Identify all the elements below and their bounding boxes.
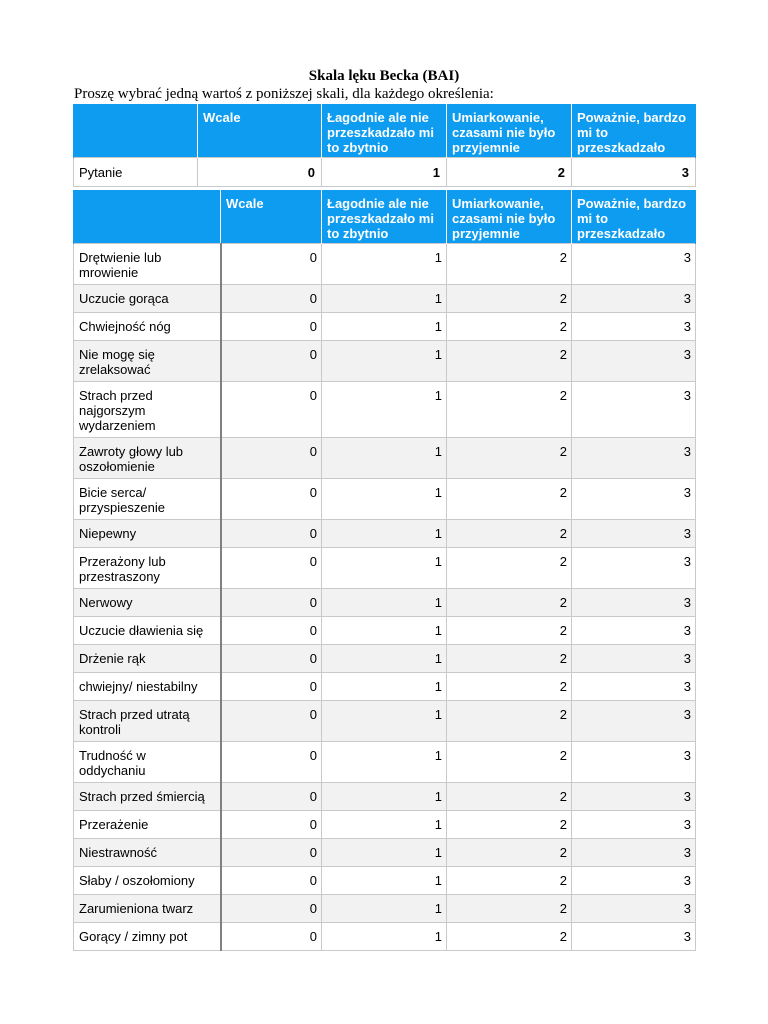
- question-value-1: 1: [322, 617, 447, 645]
- question-value-3: 3: [572, 520, 696, 548]
- question-value-2: 2: [447, 341, 572, 382]
- question-value-0: 0: [221, 244, 322, 285]
- table-row: [74, 589, 696, 617]
- question-value-3: 3: [572, 742, 696, 783]
- question-value-2: 2: [447, 617, 572, 645]
- question-value-3: 3: [572, 783, 696, 811]
- legend-header-row: [74, 104, 696, 158]
- table-row: [74, 923, 696, 951]
- question-value-0: 0: [221, 479, 322, 520]
- question-label: Gorący / zimny pot: [74, 923, 221, 951]
- question-label: Przerażony lub przestraszony: [74, 548, 221, 589]
- question-value-2: 2: [447, 438, 572, 479]
- question-value-0: 0: [221, 673, 322, 701]
- question-label: Trudność w oddychaniu: [74, 742, 221, 783]
- questions-header-lagodnie: Łagodnie ale nie przeszkadzało mi to zbytnio: [322, 190, 447, 244]
- question-value-1: 1: [322, 438, 447, 479]
- question-value-3: 3: [572, 244, 696, 285]
- question-value-1: 1: [322, 923, 447, 951]
- question-value-2: 2: [447, 285, 572, 313]
- question-value-2: 2: [447, 923, 572, 951]
- question-value-0: 0: [221, 701, 322, 742]
- question-value-1: 1: [322, 244, 447, 285]
- table-row: [74, 701, 696, 742]
- question-value-0: 0: [221, 438, 322, 479]
- legend-value-2: 2: [447, 158, 572, 187]
- question-value-1: 1: [322, 382, 447, 438]
- question-label: Uczucie dławienia się: [74, 617, 221, 645]
- question-value-1: 1: [322, 645, 447, 673]
- question-value-2: 2: [447, 520, 572, 548]
- question-value-0: 0: [221, 548, 322, 589]
- question-value-3: 3: [572, 341, 696, 382]
- question-label: Niestrawność: [74, 839, 221, 867]
- question-value-1: 1: [322, 589, 447, 617]
- table-row: [74, 341, 696, 382]
- table-row: [74, 617, 696, 645]
- legend-value-3: 3: [572, 158, 696, 187]
- question-value-1: 1: [322, 313, 447, 341]
- table-row: [74, 742, 696, 783]
- question-label: Drżenie rąk: [74, 645, 221, 673]
- question-value-1: 1: [322, 867, 447, 895]
- table-row: [74, 839, 696, 867]
- question-label: Drętwienie lub mrowienie: [74, 244, 221, 285]
- question-value-1: 1: [322, 895, 447, 923]
- question-value-3: 3: [572, 701, 696, 742]
- legend-value-row: [74, 158, 696, 187]
- table-row: [74, 783, 696, 811]
- table-row: [74, 285, 696, 313]
- question-value-1: 1: [322, 811, 447, 839]
- question-label: Nie mogę się zrelaksować: [74, 341, 221, 382]
- table-row: [74, 479, 696, 520]
- question-value-0: 0: [221, 617, 322, 645]
- question-value-3: 3: [572, 645, 696, 673]
- question-value-2: 2: [447, 783, 572, 811]
- table-row: [74, 313, 696, 341]
- questions-table: [73, 190, 696, 951]
- question-value-3: 3: [572, 867, 696, 895]
- question-value-3: 3: [572, 895, 696, 923]
- question-label: Nerwowy: [74, 589, 221, 617]
- question-value-2: 2: [447, 382, 572, 438]
- question-value-2: 2: [447, 645, 572, 673]
- questions-header-umiarkowanie: Umiarkowanie, czasami nie było przyjemnie: [447, 190, 572, 244]
- question-value-3: 3: [572, 285, 696, 313]
- legend-header-umiarkowanie: Umiarkowanie, czasami nie było przyjemnie: [447, 104, 572, 158]
- questions-header-wcale: Wcale: [221, 190, 322, 244]
- question-value-1: 1: [322, 783, 447, 811]
- question-value-2: 2: [447, 895, 572, 923]
- question-value-1: 1: [322, 285, 447, 313]
- legend-header-lagodnie: Łagodnie ale nie przeszkadzało mi to zbytnio: [322, 104, 447, 158]
- question-value-1: 1: [322, 520, 447, 548]
- question-label: chwiejny/ niestabilny: [74, 673, 221, 701]
- question-value-1: 1: [322, 701, 447, 742]
- question-label: Słaby / oszołomiony: [74, 867, 221, 895]
- question-label: Strach przed najgorszym wydarzeniem: [74, 382, 221, 438]
- legend-header-blank: [74, 104, 198, 158]
- table-row: [74, 895, 696, 923]
- question-label: Bicie serca/ przyspieszenie: [74, 479, 221, 520]
- question-value-1: 1: [322, 839, 447, 867]
- question-value-1: 1: [322, 548, 447, 589]
- question-value-0: 0: [221, 520, 322, 548]
- question-label: Chwiejność nóg: [74, 313, 221, 341]
- page-title: Skala lęku Becka (BAI): [308, 68, 460, 84]
- question-label: Strach przed śmiercią: [74, 783, 221, 811]
- questions-header-blank: [74, 190, 221, 244]
- question-value-3: 3: [572, 438, 696, 479]
- question-value-3: 3: [572, 811, 696, 839]
- question-label: Przerażenie: [74, 811, 221, 839]
- question-value-2: 2: [447, 589, 572, 617]
- question-value-1: 1: [322, 479, 447, 520]
- question-value-3: 3: [572, 839, 696, 867]
- question-value-0: 0: [221, 895, 322, 923]
- instruction-text: Proszę wybrać jedną wartoś z poniższej skali, dla każdego określenia:: [74, 86, 494, 102]
- question-value-3: 3: [572, 479, 696, 520]
- table-row: [74, 244, 696, 285]
- question-value-2: 2: [447, 867, 572, 895]
- table-row: [74, 867, 696, 895]
- question-value-1: 1: [322, 341, 447, 382]
- questions-header-row: [74, 190, 696, 244]
- question-value-2: 2: [447, 839, 572, 867]
- legend-header-wcale: Wcale: [198, 104, 322, 158]
- question-value-0: 0: [221, 382, 322, 438]
- question-value-0: 0: [221, 285, 322, 313]
- question-value-2: 2: [447, 811, 572, 839]
- question-value-2: 2: [447, 742, 572, 783]
- question-label: Strach przed utratą kontroli: [74, 701, 221, 742]
- table-row: [74, 673, 696, 701]
- table-row: [74, 438, 696, 479]
- legend-value-0: 0: [198, 158, 322, 187]
- question-value-0: 0: [221, 923, 322, 951]
- question-value-1: 1: [322, 673, 447, 701]
- question-value-0: 0: [221, 645, 322, 673]
- question-value-3: 3: [572, 923, 696, 951]
- question-label: Niepewny: [74, 520, 221, 548]
- questions-header-powaznie: Poważnie, bardzo mi to przeszkadzało: [572, 190, 696, 244]
- table-row: [74, 520, 696, 548]
- question-value-0: 0: [221, 839, 322, 867]
- legend-value-1: 1: [322, 158, 447, 187]
- legend-row-label: Pytanie: [74, 158, 198, 187]
- question-value-3: 3: [572, 548, 696, 589]
- question-value-0: 0: [221, 783, 322, 811]
- question-value-2: 2: [447, 673, 572, 701]
- question-value-2: 2: [447, 479, 572, 520]
- table-row: [74, 548, 696, 589]
- question-value-3: 3: [572, 673, 696, 701]
- question-value-3: 3: [572, 313, 696, 341]
- question-value-0: 0: [221, 589, 322, 617]
- question-value-3: 3: [572, 617, 696, 645]
- question-value-2: 2: [447, 244, 572, 285]
- question-value-0: 0: [221, 742, 322, 783]
- question-value-2: 2: [447, 313, 572, 341]
- table-row: [74, 382, 696, 438]
- question-value-3: 3: [572, 589, 696, 617]
- question-value-0: 0: [221, 341, 322, 382]
- question-value-0: 0: [221, 867, 322, 895]
- question-value-0: 0: [221, 313, 322, 341]
- question-label: Zarumieniona twarz: [74, 895, 221, 923]
- table-row: [74, 811, 696, 839]
- legend-header-powaznie: Poważnie, bardzo mi to przeszkadzało: [572, 104, 696, 158]
- legend-table: [73, 104, 696, 187]
- question-value-2: 2: [447, 548, 572, 589]
- question-label: Zawroty głowy lub oszołomienie: [74, 438, 221, 479]
- table-row: [74, 645, 696, 673]
- question-label: Uczucie gorąca: [74, 285, 221, 313]
- question-value-1: 1: [322, 742, 447, 783]
- question-value-3: 3: [572, 382, 696, 438]
- question-value-0: 0: [221, 811, 322, 839]
- question-value-2: 2: [447, 701, 572, 742]
